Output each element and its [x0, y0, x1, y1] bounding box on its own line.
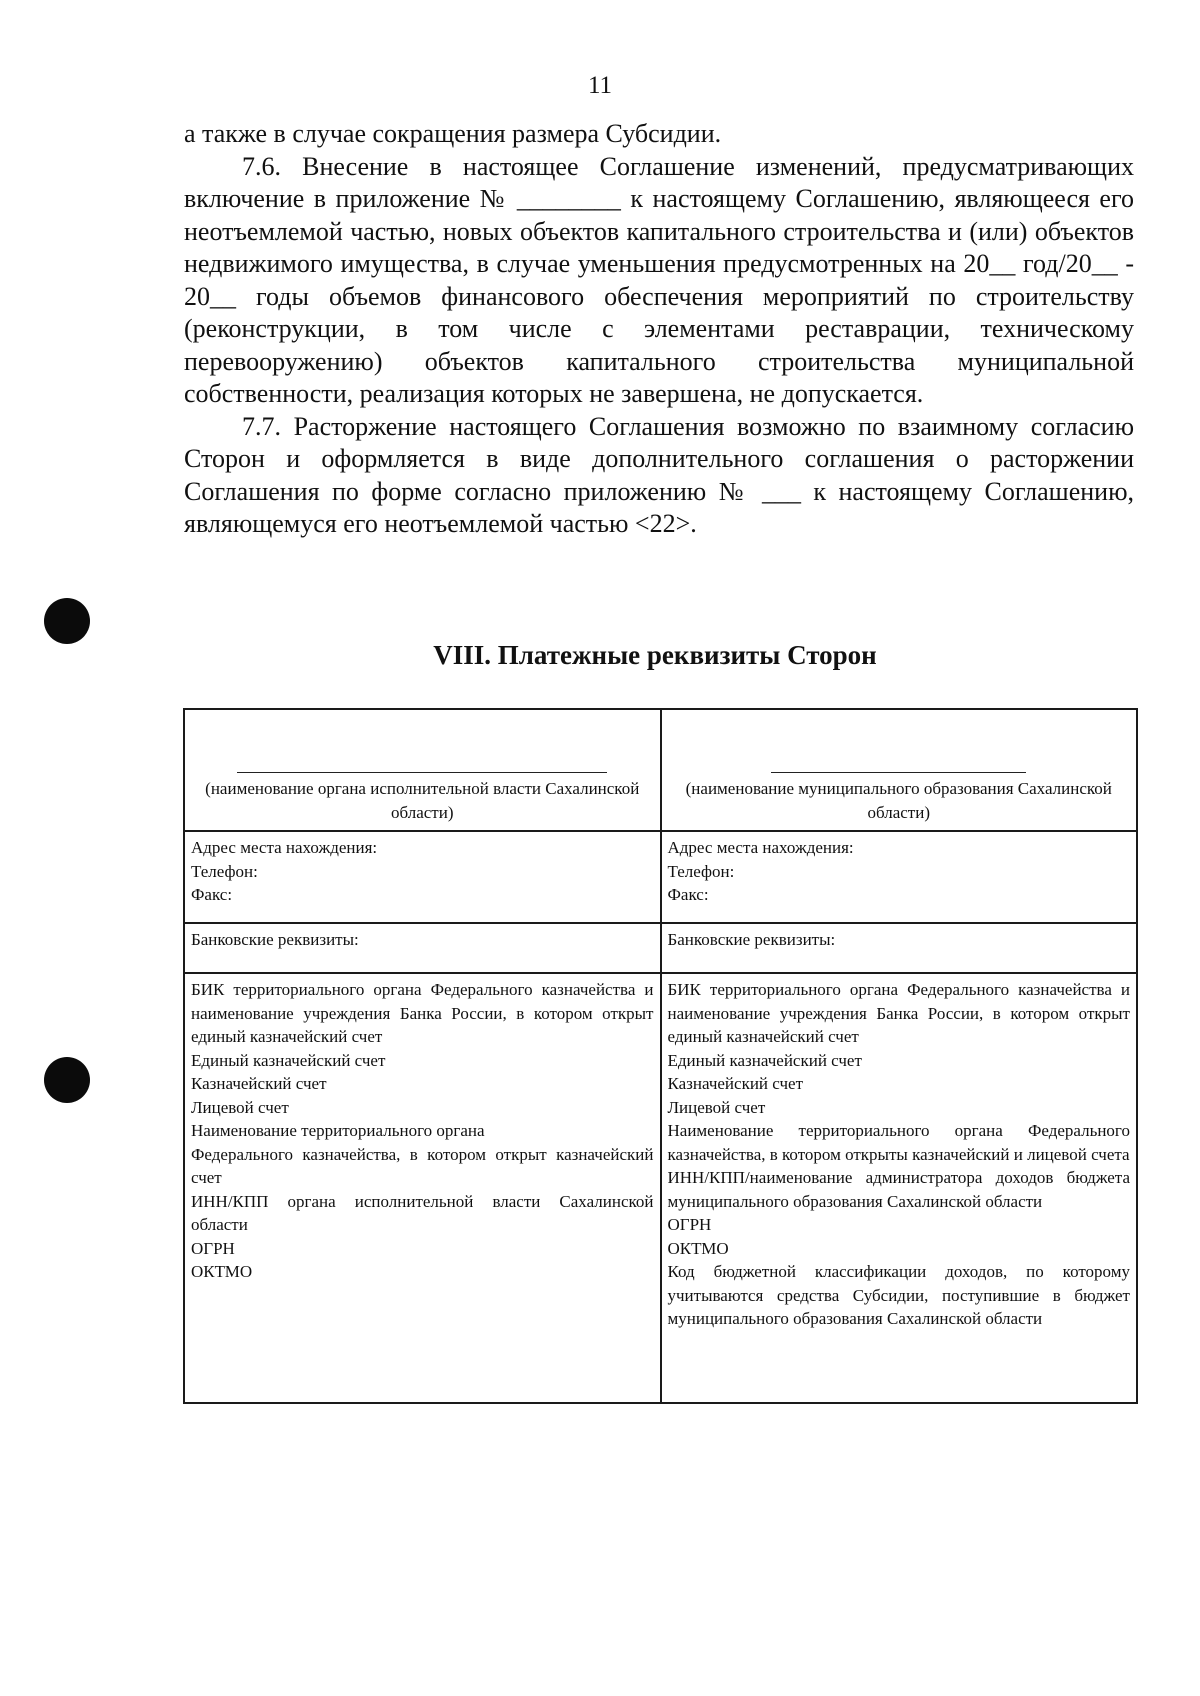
left-detail-item: Наименование территориального органа — [191, 1121, 485, 1140]
page-number: 11 — [587, 72, 613, 99]
table-row — [184, 923, 1137, 973]
right-detail-item: Казначейский счет — [667, 1074, 804, 1093]
right-party-name: (наименование муниципального образования Сахалинской области) — [685, 779, 1112, 822]
right-detail-item: Наименование территориального органа Федерального казначейства, в котором открыты казначейский и лицевой счета — [667, 1121, 1130, 1164]
section-title: VIII. Платежные реквизиты Сторон — [433, 640, 877, 670]
table-row — [184, 973, 1137, 1403]
left-detail-item: ИНН/КПП органа исполнительной власти Сахалинской области — [191, 1191, 654, 1234]
left-detail-item: БИК территориального органа Федерального казначейства и наименование учреждения Банка России, в котором открыт единый казначейский счет — [191, 980, 654, 1046]
left-bank-header: Банковские реквизиты: — [184, 923, 661, 973]
right-detail-item: Код бюджетной классификации доходов, по которому учитываются средства Субсидии, поступившие в бюджет муниципального образования Сахалинской области — [667, 1262, 1130, 1328]
left-detail-item: Федерального казначейства, в котором открыт казначейский счет — [191, 1144, 654, 1187]
paragraph-continuation: а также в случае сокращения размера Субсидии. — [184, 119, 722, 148]
punch-hole-top — [44, 598, 90, 644]
left-detail-item: Лицевой счет — [191, 1097, 289, 1117]
signature-line — [237, 772, 607, 773]
left-detail-item: Единый казначейский счет — [191, 1050, 386, 1070]
left-fax-label: Факс: — [191, 885, 233, 904]
table-row — [184, 709, 1137, 831]
left-bank-details-cell — [184, 973, 661, 1403]
right-party-name-cell — [661, 709, 1138, 831]
punch-hole-bottom — [44, 1057, 90, 1103]
right-address-label: Адрес места нахождения: — [667, 838, 854, 857]
right-detail-item: БИК территориального органа Федерального казначейства и наименование учреждения Банка России, в котором открыт единый казначейский счет — [667, 980, 1130, 1046]
left-phone-label: Телефон: — [191, 861, 258, 881]
right-bank-header: Банковские реквизиты: — [661, 923, 1138, 973]
right-phone-label: Телефон: — [667, 861, 735, 881]
left-party-name-cell — [184, 709, 661, 831]
right-detail-item: Единый казначейский счет — [667, 1050, 862, 1070]
paragraph-7-6: 7.6. Внесение в настоящее Соглашение изменений, предусматривающих включение в приложение № ________ к настоящему Соглашению, являющееся его неотъемлемой частью, новых объектов капитального строительства и (или) объектов недвижимого имущества, в случае уменьшения предусмотренных на 20__ год/20__ - 20__ годы объемов финансового обеспечения мероприятий по строительству (реконструкции, в том числе с элементами реставрации, техническому перевооружению) объектов капитального строительства муниципальной собственности, реализация которых не завершена, не допускается. — [184, 151, 1134, 408]
left-address-label: Адрес места нахождения: — [191, 838, 378, 857]
left-party-name: (наименование органа исполнительной власти Сахалинской области) — [205, 779, 640, 822]
payment-details-table — [183, 708, 1138, 1404]
signature-line — [771, 772, 1026, 773]
paragraph-7-7: 7.7. Расторжение настоящего Соглашения возможно по взаимному согласию Сторон и оформляется в виде дополнительного соглашения о расторжении Соглашения по форме согласно приложению № ___ к настоящему Соглашению, являющемуся его неотъемлемой частью <22>. — [184, 411, 1134, 538]
right-contacts-cell — [661, 831, 1138, 923]
right-detail-item: Лицевой счет — [667, 1097, 766, 1117]
right-fax-label: Факс: — [667, 885, 709, 904]
right-detail-item: ИНН/КПП/наименование администратора доходов бюджета муниципального образования Сахалинской области — [667, 1168, 1130, 1211]
table-row — [184, 831, 1137, 923]
right-detail-item: ОГРН — [667, 1215, 712, 1234]
left-detail-item: ОГРН — [191, 1238, 235, 1258]
left-detail-item: ОКТМО — [191, 1262, 253, 1281]
left-contacts-cell — [184, 831, 661, 923]
left-detail-item: Казначейский счет — [191, 1074, 327, 1093]
right-bank-details-cell — [661, 973, 1138, 1403]
right-detail-item: ОКТМО — [667, 1238, 729, 1258]
body-text — [184, 118, 1134, 541]
